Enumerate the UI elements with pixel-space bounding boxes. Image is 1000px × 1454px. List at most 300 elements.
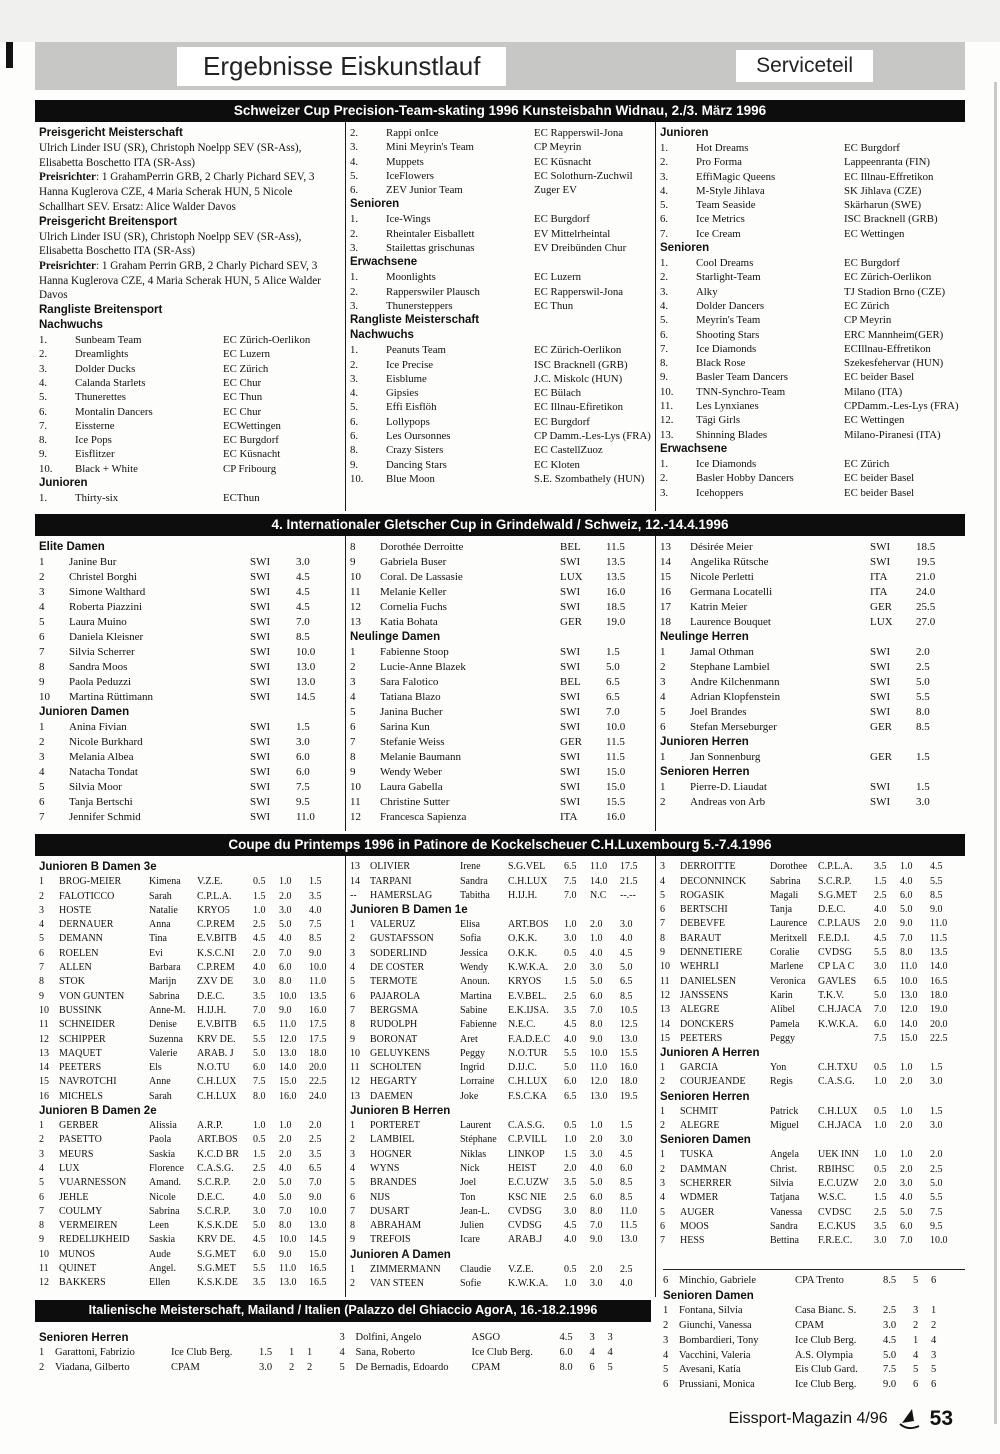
cell: 10.0 [309, 962, 327, 974]
result-row [39, 333, 338, 347]
cell: Yon [770, 1062, 787, 1074]
cell: EffiMagic Queens [696, 170, 776, 183]
cell: Hot Dreams [696, 142, 749, 154]
result-row [350, 1263, 648, 1277]
cell: Dolder Dancers [696, 299, 765, 312]
cell: 5.0 [590, 1177, 603, 1189]
result-row [350, 299, 648, 313]
cell: SWI [560, 691, 581, 704]
result-row [350, 585, 648, 600]
cell: 10 [39, 1248, 49, 1260]
cell: 4. [660, 299, 669, 312]
cell: 3 [39, 751, 45, 764]
cell: 8 [39, 1220, 44, 1232]
cell: 8 [350, 541, 356, 554]
result-list [350, 126, 648, 197]
cell: 12 [350, 1076, 360, 1088]
page-number: 53 [929, 1406, 953, 1430]
cell: SCHIPPER [59, 1033, 106, 1045]
cell: MOOS [680, 1220, 709, 1232]
cell: 1.0 [900, 1105, 913, 1117]
cell: 0.5 [564, 947, 577, 959]
result-row [660, 720, 958, 735]
cell: 18.0 [309, 1047, 327, 1059]
result-row [39, 1176, 338, 1190]
cell: 15 [39, 1076, 49, 1088]
cell: 6.0 [559, 1347, 573, 1359]
result-list [350, 645, 648, 825]
cell: 8.0 [253, 1090, 266, 1102]
result-row [660, 1075, 958, 1089]
result-row [660, 285, 958, 299]
cell: Lucie-Anne Blazek [380, 661, 466, 674]
cell: 2.5 [564, 1191, 577, 1203]
cell: 2.0 [590, 1134, 603, 1146]
cell: Coralie [770, 947, 800, 959]
result-row [350, 660, 648, 675]
result-row [660, 570, 958, 585]
result-row [660, 1234, 958, 1248]
cell: 2 [663, 1319, 669, 1331]
cell: 4.5 [559, 1332, 573, 1344]
cell: 18.5 [606, 601, 626, 614]
result-row [350, 735, 648, 750]
cell: 2.5 [253, 1162, 266, 1174]
cell: 9 [350, 766, 356, 779]
result-row [660, 1032, 958, 1046]
cell: 9. [660, 371, 669, 384]
result-row [660, 155, 958, 169]
cell: C.A.S.G. [197, 1162, 234, 1174]
cell: 2.5 [253, 919, 266, 931]
cell: J.C. Miskolc (HUN) [534, 372, 623, 385]
cell: Ingrid [460, 1062, 485, 1074]
cell: EC Burgdorf [844, 142, 900, 154]
cell: Ice Cream [696, 227, 741, 240]
cell: ISC Bracknell (GRB) [534, 358, 628, 371]
cell: SWI [250, 766, 271, 779]
cell: Wendy [460, 962, 489, 974]
cell: 6.0 [874, 1018, 887, 1030]
cell: 18 [660, 616, 671, 629]
cell: EC Burgdorf [223, 434, 279, 447]
result-row [660, 1148, 958, 1162]
cell: 6.5 [564, 861, 577, 873]
skate-logo-icon [897, 1407, 921, 1431]
cell: 8. [660, 357, 669, 370]
cell: Lollypops [386, 415, 430, 428]
cell: Christ. [770, 1163, 797, 1175]
result-row [350, 961, 648, 975]
cell: 4.0 [620, 933, 633, 945]
result-row [350, 975, 648, 989]
result-row [660, 960, 958, 974]
cell: 7.0 [253, 1004, 266, 1016]
cell: ZEV Junior Team [386, 184, 463, 197]
cell: BORONAT [370, 1033, 418, 1045]
cell: TARPANI [370, 875, 412, 887]
result-row [39, 555, 338, 570]
result-row [660, 385, 958, 399]
result-row [350, 540, 648, 555]
cell: 9 [39, 1234, 44, 1246]
cell: 3.0 [916, 796, 930, 809]
result-row [39, 1148, 338, 1162]
cell: C.H.TXU [818, 1062, 858, 1074]
cell: 8.5 [620, 1177, 633, 1189]
result-row [350, 270, 648, 284]
cell: 6 [350, 990, 355, 1002]
cell: Martina [460, 990, 492, 1002]
cell: EC Zürich-Oerlikon [844, 271, 932, 284]
cell: 15.5 [620, 1047, 638, 1059]
cell: E.C.KUS [818, 1220, 856, 1232]
cell: Paola Peduzzi [69, 676, 132, 689]
section-title-bar: Schweizer Cup Precision-Team-skating 1996 Kunsteisbahn Widnau, 2./3. März 1996 [35, 100, 965, 122]
cell: GER [560, 616, 582, 629]
cell: 4.0 [564, 1234, 577, 1246]
cell: Ice Diamonds [696, 342, 757, 355]
cell: EC Wettingen [844, 414, 905, 427]
cell: 7. [39, 419, 48, 432]
cell: 11 [660, 975, 670, 987]
result-row [350, 1162, 648, 1176]
cell: 5 [913, 1364, 919, 1376]
result-list [39, 491, 338, 505]
cell: Vacchini, Valeria [679, 1349, 751, 1361]
cell: 1.0 [564, 919, 577, 931]
column-2 [345, 856, 655, 1297]
cell: SODERLIND [370, 947, 427, 959]
cell: 3.0 [253, 1205, 266, 1217]
cell: ALEGRE [680, 1004, 720, 1016]
cell: 15 [660, 1032, 670, 1044]
cell: 1.0 [253, 904, 266, 916]
subheading: Senioren [660, 242, 710, 255]
cell: Veronica [770, 975, 806, 987]
cell: Laurence [770, 918, 808, 930]
cell: E.V.BITB [197, 1019, 237, 1031]
cell: CPAM [795, 1319, 824, 1331]
cell: 10 [39, 691, 50, 704]
cell: 1.5 [930, 1062, 943, 1074]
cell: BEL [560, 541, 581, 554]
cell: 1 [350, 1120, 355, 1132]
cell: Laura Gabella [380, 781, 443, 794]
cell: Rappi onIce [386, 127, 439, 139]
cell: 7.5 [309, 919, 322, 931]
cell: Nicole [149, 1191, 176, 1203]
result-row [663, 1304, 965, 1319]
result-row [660, 270, 958, 284]
cell: D.E.C. [818, 904, 846, 916]
cell: 1 [39, 1120, 44, 1132]
cell: SCHOLTEN [370, 1062, 422, 1074]
cell: 10.0 [900, 975, 918, 987]
cell: 5.0 [620, 962, 633, 974]
cell: MEURS [59, 1148, 94, 1160]
result-row [39, 1346, 328, 1361]
result-row [39, 419, 338, 433]
cell: HEGARTY [370, 1076, 418, 1088]
cell: Eisblume [386, 372, 427, 385]
cell: 4.5 [620, 1148, 633, 1160]
cell: 3. [350, 141, 359, 154]
cell: V.Z.E. [197, 876, 223, 888]
result-row [350, 241, 648, 255]
cell: PASETTO [59, 1134, 102, 1146]
cell: EV Dreibünden Chur [534, 242, 627, 255]
cell: 0.5 [874, 1163, 887, 1175]
cell: 6.0 [296, 751, 310, 764]
result-row [660, 555, 958, 570]
cell: 2.0 [279, 1134, 292, 1146]
result-list [350, 343, 651, 486]
subheading: Preisgericht Breitensport [39, 215, 178, 228]
cell: 9.0 [930, 904, 943, 916]
cell: SWI [870, 556, 891, 569]
cell: 4.0 [874, 904, 887, 916]
cell: 4. [350, 387, 359, 400]
cell: 1.0 [900, 1062, 913, 1074]
cell: 3.0 [564, 1205, 577, 1217]
cell: Saskia [149, 1234, 176, 1246]
cell: C.H.LUX [508, 1076, 548, 1088]
cell: 1 [660, 1105, 665, 1117]
result-row [39, 615, 338, 630]
cell: 11.5 [606, 751, 625, 764]
cell: 1.5 [874, 875, 887, 887]
cell: 2 [660, 1120, 665, 1132]
cell: Muppets [386, 155, 424, 168]
result-row [660, 227, 958, 241]
cell: 3.5 [564, 1004, 577, 1016]
result-row [660, 975, 958, 989]
result-list [350, 1263, 648, 1292]
result-row [39, 1219, 338, 1233]
cell: EC Rapperswil-Jona [534, 285, 624, 298]
cell: 5 [663, 1364, 669, 1376]
cell: Tanja Bertschi [69, 796, 133, 809]
cell: LUX [560, 571, 583, 584]
cell: ART.BOS [508, 919, 549, 931]
cell: 6. [660, 328, 669, 341]
cell: O.K.K. [508, 933, 538, 945]
cell: Sandra [460, 875, 488, 887]
cell: 15.0 [606, 781, 626, 794]
cell: Pierre-D. Liaudat [690, 781, 767, 794]
cell: PEETERS [680, 1032, 723, 1044]
cell: Claudie [460, 1263, 492, 1275]
cell: 4 [660, 1192, 665, 1204]
cell: UEK INN [818, 1149, 859, 1161]
result-row [350, 1233, 648, 1247]
cell: 5 [39, 933, 44, 945]
cell: Simone Walthard [69, 586, 146, 599]
cell: SWI [560, 751, 581, 764]
cell: 2.0 [253, 1177, 266, 1189]
cell: F.E.D.I. [818, 932, 850, 944]
cell: DE COSTER [370, 962, 425, 974]
cell: Marijn [149, 976, 177, 988]
cell: 3.0 [930, 1076, 943, 1088]
cell: 5 [607, 1361, 613, 1373]
cell: SWI [250, 691, 271, 704]
section-title-bar: Italienische Meisterschaft, Mailand / Italien (Palazzo del Ghiaccio AgorA, 16.-18.2.1996 [35, 1300, 651, 1322]
cell: 9. [350, 458, 359, 471]
subheading: Senioren [350, 198, 400, 211]
cell: 5.5 [916, 691, 930, 704]
subheading: Senioren Damen [663, 1290, 754, 1303]
cell: Effi Eisflöh [386, 401, 437, 414]
cell: 16.0 [279, 1090, 297, 1102]
cell: 15.0 [279, 1076, 297, 1088]
page-content [35, 100, 965, 1431]
cell: Dorothee [770, 861, 808, 873]
cell: 1.5 [296, 721, 310, 734]
cell: Angel. [149, 1263, 176, 1275]
cell: Moonlights [386, 271, 436, 284]
cell: 13.0 [296, 676, 316, 689]
masthead [35, 42, 965, 90]
result-list [660, 645, 958, 735]
cell: SWI [870, 691, 891, 704]
cell: 8.5 [620, 1191, 633, 1203]
result-row [660, 1003, 958, 1017]
result-row [39, 990, 338, 1004]
cell: 4 [39, 1162, 44, 1174]
cell: Rheintaler Eisballett [386, 227, 475, 240]
cell: 2.0 [590, 919, 603, 931]
cell: 5.5 [253, 1263, 266, 1275]
result-row [660, 1177, 958, 1191]
cell: 6.0 [900, 1220, 913, 1232]
cell: K.W.K.A. [508, 962, 549, 974]
cell: 4 [663, 1349, 669, 1361]
result-row [39, 347, 338, 361]
cell: 4 [913, 1349, 919, 1361]
cell: 12. [660, 414, 674, 427]
cell: SWI [250, 586, 271, 599]
cell: 1.5 [930, 1105, 943, 1117]
cell: 3.0 [874, 1235, 887, 1247]
cell: Fontana, Silvia [679, 1305, 743, 1317]
cell: Eis Club Gard. [795, 1364, 858, 1376]
result-row [39, 1033, 338, 1047]
cell: 10 [350, 1047, 360, 1059]
cell: Niklas [460, 1148, 487, 1160]
result-row [350, 765, 648, 780]
cell: EC Zürich-Oerlikon [223, 334, 311, 347]
cell: 6.0 [590, 990, 603, 1002]
result-row [663, 1319, 965, 1334]
cell: 14.0 [279, 1062, 297, 1074]
cell: 1.5 [309, 876, 322, 888]
result-row [660, 328, 958, 342]
cell: Angelika Rütsche [690, 556, 769, 569]
cell: 12.0 [590, 1076, 608, 1088]
cell: DUSART [370, 1205, 410, 1217]
page-footer [35, 1407, 953, 1431]
cell: 4.5 [296, 571, 310, 584]
cell: 11.0 [309, 976, 327, 988]
cell: Gipsies [386, 387, 419, 400]
jury-paragraph [39, 170, 338, 214]
cell: 5.0 [279, 1177, 292, 1189]
result-row [350, 415, 648, 429]
result-row [350, 750, 648, 765]
cell: VON GUNTEN [59, 990, 125, 1002]
cell: BRANDES [370, 1177, 417, 1189]
cell: 10. [350, 472, 364, 485]
cell: 7.0 [309, 1177, 322, 1189]
cell: 1.0 [279, 1120, 292, 1132]
section-title-bar: 4. Internationaler Gletscher Cup in Grindelwald / Schweiz, 12.-14.4.1996 [35, 514, 965, 536]
cell: EC Luzern [534, 271, 582, 284]
cell: Laurent [460, 1120, 492, 1132]
cell: Alibel [770, 1004, 795, 1016]
cell: 3 [39, 904, 44, 916]
cell: 3. [39, 362, 48, 375]
cell: TNN-Synchro-Team [696, 385, 786, 398]
cell: Barbara [149, 962, 181, 974]
result-row [39, 1162, 338, 1176]
cell: EC Zürich [223, 362, 269, 375]
cell: 1 [39, 1347, 45, 1359]
cell: 10.0 [590, 1047, 608, 1059]
cell: 7.5 [253, 1076, 266, 1088]
cell: Cool Dreams [696, 257, 754, 270]
cell: 4.0 [590, 1162, 603, 1174]
result-row [39, 1133, 338, 1147]
result-row [39, 690, 338, 705]
cell: Wendy Weber [380, 766, 442, 779]
column-1 [35, 856, 345, 1297]
cell: 4 [589, 1347, 595, 1359]
result-row [660, 889, 958, 903]
result-row [350, 860, 648, 874]
cell: 6 [350, 1191, 355, 1203]
cell: Jamal Othman [690, 646, 754, 659]
result-row [39, 961, 338, 975]
cell: SWI [250, 631, 271, 644]
cell: 11.5 [606, 736, 625, 749]
cell: 9 [660, 947, 665, 959]
cell: VALERUZ [370, 919, 416, 931]
cell: 6. [350, 415, 359, 428]
cell: 3. [350, 242, 359, 255]
result-row [350, 183, 648, 197]
cell: 1.0 [253, 1120, 266, 1132]
cell: 2. [660, 156, 669, 169]
cell: EV Mittelrheintal [534, 227, 611, 240]
cell: 11.5 [930, 932, 948, 944]
cell: 5.0 [253, 1047, 266, 1059]
cell: Basler Team Dancers [696, 371, 788, 384]
result-row [660, 212, 958, 226]
cell: 8.0 [279, 1220, 292, 1232]
cell: S.C.R.P. [818, 875, 852, 887]
cell: Bettina [770, 1235, 799, 1247]
cell: 10 [350, 571, 361, 584]
cell: JEHLE [59, 1191, 89, 1203]
cell: 3.0 [564, 933, 577, 945]
cell: 3.0 [620, 1134, 633, 1146]
cell: Skärharun (SWE) [844, 199, 922, 212]
cell: 4.0 [564, 1033, 577, 1045]
result-row [39, 362, 338, 376]
cell: N.C [590, 889, 607, 901]
